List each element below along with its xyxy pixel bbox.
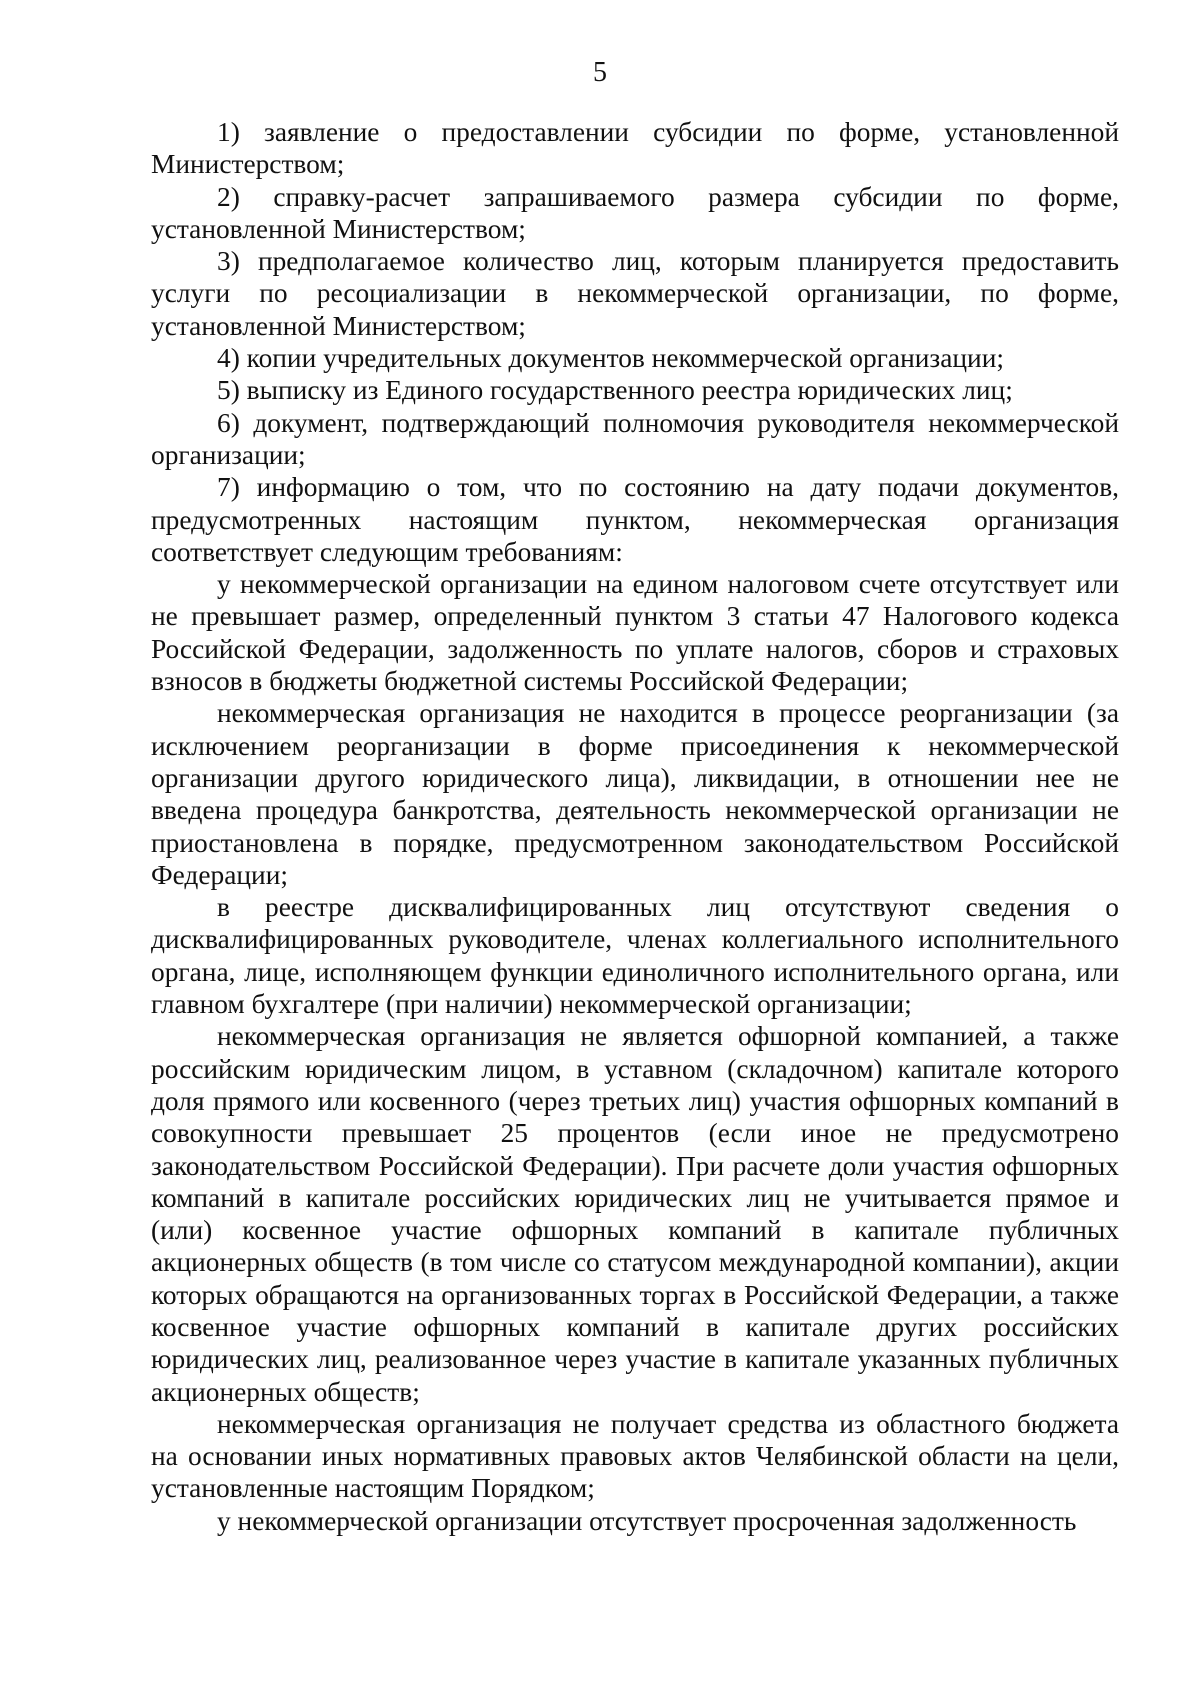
- paragraph-item-4-founding-documents: 4) копии учредительных документов некоммерческой организации;: [217, 343, 1004, 374]
- paragraph-item-5-registry-extract: 5) выписку из Единого государственного реестра юридических лиц;: [217, 375, 1013, 406]
- paragraph-item-3-number-of-persons: 3) предполагаемое количество лиц, которым планируется предоставить услуги по ресоциализации в некоммерческой организации, по форме, установленной Министерством;: [151, 246, 1119, 341]
- paragraph-item-2-calculation: 2) справку-расчет запрашиваемого размера субсидии по форме, установленной Министерством;: [151, 181, 1119, 244]
- paragraph-item-1-application: 1) заявление о предоставлении субсидии по форме, установленной Министерством;: [151, 117, 1119, 180]
- paragraph-requirement-disqualified-persons: в реестре дисквалифицированных лиц отсутствуют сведения о дисквалифицированных руководителе, членах коллегиального исполнительного органа, лице, исполняющем функции единоличного исполнительного органа, или главном бухгалтере (при наличии) некоммерческой организации;: [151, 892, 1119, 1020]
- paragraph-requirement-no-other-funds: некоммерческая организация не получает средства из областного бюджета на основании иных нормативных правовых актов Челябинской области на цели, установленные настоящим Порядком;: [151, 1408, 1119, 1504]
- paragraph-requirement-offshore: некоммерческая организация не является офшорной компанией, а также российским юридическим лицом, в уставном (складочном) капитале которого доля прямого или косвенного (через третьих лиц) участия офшорных компаний в совокупности превышает 25 процентов (если иное не предусмотрено законодательством Российской Федерации). При расчете доли участия офшорных компаний в капитале российских юридических лиц не учитывается прямое и (или) косвенное участие офшорных компаний в капитале публичных акционерных обществ (в том числе со статусом международной компании), акции которых обращаются на организованных торгах в Российской Федерации, а также косвенное участие офшорных компаний в капитале других российских юридических лиц, реализованное через участие в капитале указанных публичных акционерных обществ;: [151, 1021, 1119, 1407]
- paragraph-requirement-no-reorganization: некоммерческая организация не находится в процессе реорганизации (за исключением реорганизации в форме присоединения к некоммерческой организации другого юридического лица), ликвидации, в отношении нее не введена процедура банкротства, деятельность некоммерческой организации не приостановлена в порядке, предусмотренном законодательством Российской Федерации;: [151, 698, 1119, 890]
- paragraph-item-7-information: 7) информацию о том, что по состоянию на дату подачи документов, предусмотренных настоящим пунктом, некоммерческая организация соответствует следующим требованиям:: [151, 472, 1119, 567]
- paragraph-requirement-tax-debt: у некоммерческой организации на едином налоговом счете отсутствует или не превышает размер, определенный пунктом 3 статьи 47 Налогового кодекса Российской Федерации, задолженность по уплате налогов, сборов и страховых взносов в бюджеты бюджетной системы Российской Федерации;: [151, 569, 1119, 697]
- document-body: [151, 116, 1119, 1537]
- paragraph-requirement-overdue-debt: у некоммерческой организации отсутствует просроченная задолженность: [217, 1505, 1077, 1536]
- page-number: 5: [593, 57, 607, 88]
- paragraph-item-6-authority-document: 6) документ, подтверждающий полномочия руководителя некоммерческой организации;: [151, 407, 1119, 470]
